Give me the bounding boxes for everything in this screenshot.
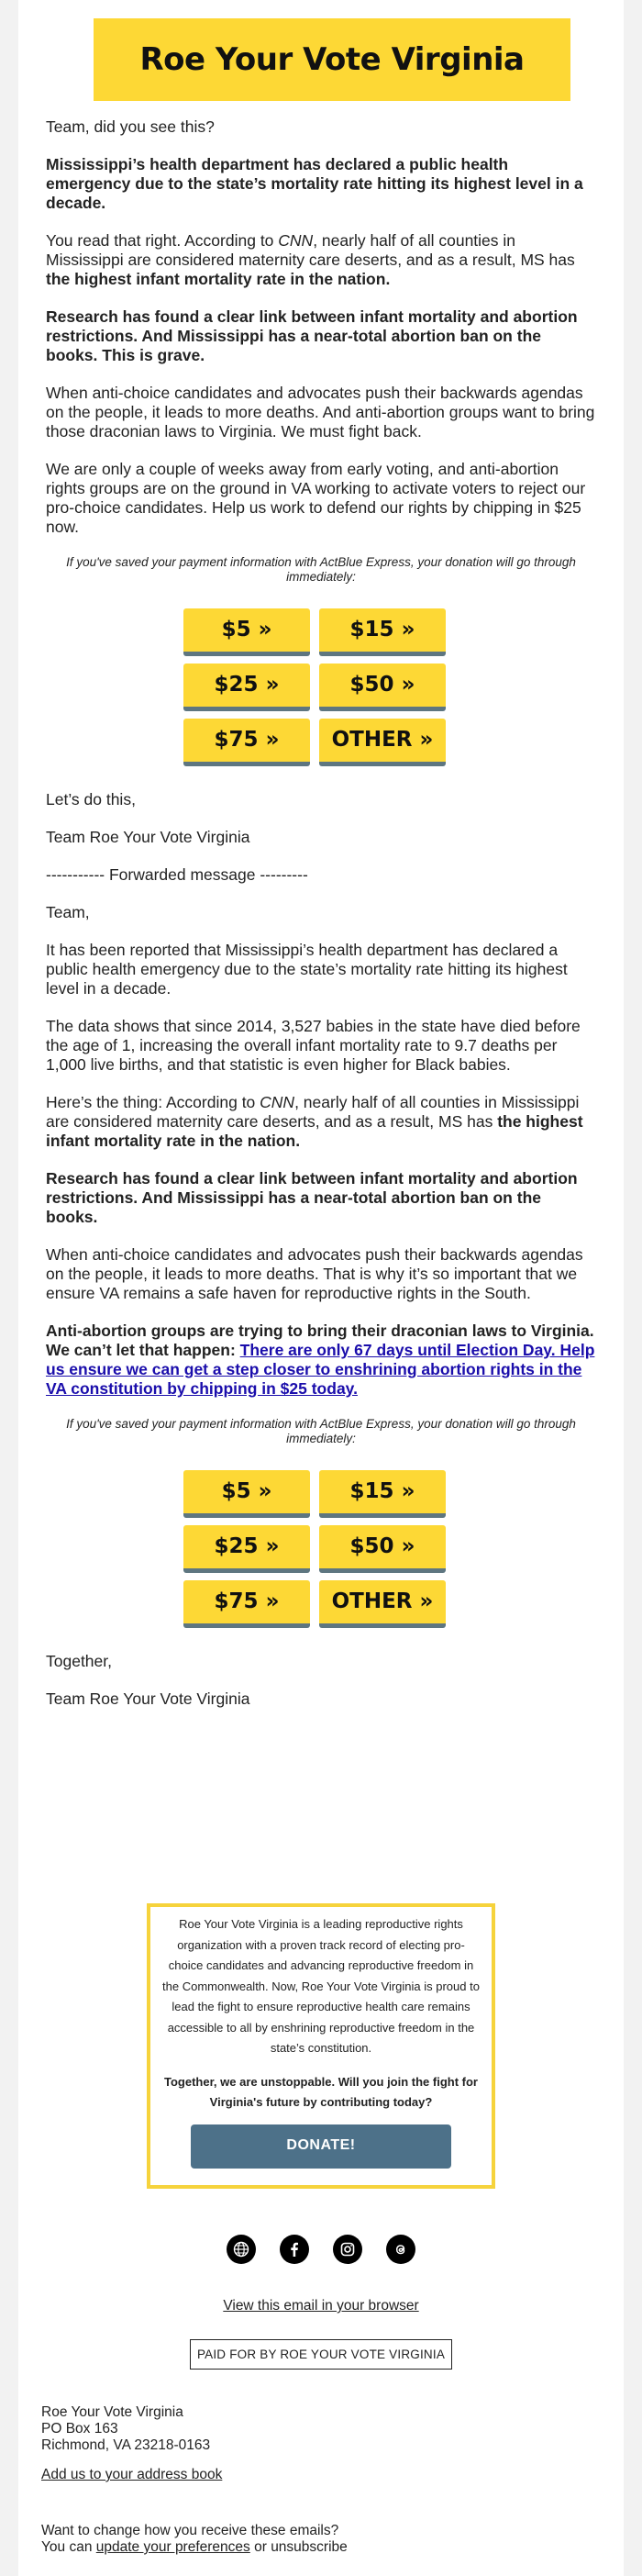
headline: Mississippi’s health department has declared a public health emergency due to the state’s mortality rate hitting its highest level in a decade. <box>46 155 583 212</box>
paragraph: When anti-choice candidates and advocates push their backwards agendas on the people, it leads to more deaths. That is why it’s so important that we ensure VA remains a safe haven for reproductive rights in the South. <box>46 1245 583 1302</box>
donate-75-button[interactable]: $75 » <box>183 719 310 766</box>
paid-for-box: PAID FOR BY ROE YOUR VOTE VIRGINIA <box>190 2339 452 2370</box>
actblue-note: If you've saved your payment information with ActBlue Express, your donation will go through immediately: <box>66 1417 576 1445</box>
donate-15-button[interactable]: $15 » <box>319 608 446 656</box>
donate-50-button[interactable]: $50 » <box>319 664 446 711</box>
about-text: Roe Your Vote Virginia is a leading reproductive rights organization with a proven track record of electing pro-choice candidates and advancing reproductive freedom in the Commonwealth. Now, Roe Your Vote Virginia is proud to lead the fight to ensure reproductive health care remains accessible to all by enshrining reproductive freedom in the state’s constitution. <box>162 1917 480 2055</box>
mailing-address <box>41 2404 210 2454</box>
signoff: Let’s do this, <box>46 790 136 808</box>
about-callout <box>147 1903 495 2189</box>
signature: Team Roe Your Vote Virginia <box>46 1689 250 1708</box>
add-address-book-link[interactable]: Add us to your address book <box>41 2467 223 2482</box>
donate-50-button[interactable]: $50 » <box>319 1525 446 1573</box>
greeting: Team, <box>46 903 90 921</box>
donate-75-button[interactable]: $75 » <box>183 1580 310 1628</box>
paragraph: Here’s the thing: According to CNN, nearly half of all counties in Mississippi are considered maternity care deserts, and as a result, MS has the highest infant mortality rate in the nation. <box>46 1093 583 1150</box>
email-body <box>18 0 624 2576</box>
about-cta: Together, we are unstoppable. Will you join the fight for Virginia's future by contributing today? <box>164 2074 478 2109</box>
donation-amounts <box>183 608 459 766</box>
call-to-action: Anti-abortion groups are trying to bring their draconian laws to Virginia. We can’t let that happen: There are only 67 days until Election Day. Help us ensure we can get a step closer to enshrining abortion rights in the VA constitution by chipping in $25 today. <box>46 1321 595 1398</box>
paragraph: When anti-choice candidates and advocates push their backwards agendas on the people, it leads to more deaths. And anti-abortion groups want to bring those draconian laws to Virginia. We must fight back. <box>46 384 595 440</box>
donate-25-button[interactable]: $25 » <box>183 1525 310 1573</box>
header-banner[interactable] <box>94 18 570 101</box>
email-content <box>46 117 596 1727</box>
donate-other-button[interactable]: OTHER » <box>319 1580 446 1628</box>
social-links <box>18 2235 624 2264</box>
preferences-footer <box>41 2523 348 2556</box>
paragraph: You read that right. According to CNN, nearly half of all counties in Mississippi are considered maternity care deserts, and as a result, MS has the highest infant mortality rate in the nation. <box>46 231 575 288</box>
forwarded-divider: ----------- Forwarded message --------- <box>46 865 308 884</box>
research-paragraph: Research has found a clear link between infant mortality and abortion restrictions. And Mississippi has a near-total abortion ban on the books. <box>46 1169 578 1226</box>
update-preferences-link[interactable]: update your preferences <box>95 2539 250 2555</box>
donation-amounts <box>183 1470 459 1628</box>
po-box: PO Box 163 <box>41 2421 118 2437</box>
preferences-line: You can update your preferences or unsubscribe <box>41 2539 348 2555</box>
donate-15-button[interactable]: $15 » <box>319 1470 446 1518</box>
city-state: Richmond, VA 23218-0163 <box>41 2437 211 2453</box>
facebook-icon[interactable] <box>280 2235 309 2264</box>
org-name: Roe Your Vote Virginia <box>41 2404 183 2420</box>
donate-other-button[interactable]: OTHER » <box>319 719 446 766</box>
globe-icon[interactable] <box>227 2235 256 2264</box>
view-in-browser-link[interactable]: View this email in your browser <box>223 2298 419 2314</box>
donate-25-button[interactable]: $25 » <box>183 664 310 711</box>
donate-5-button[interactable]: $5 » <box>183 1470 310 1518</box>
instagram-icon[interactable] <box>333 2235 362 2264</box>
banner-title: Roe Your Vote Virginia <box>139 41 525 78</box>
actblue-note: If you've saved your payment information with ActBlue Express, your donation will go through immediately: <box>66 555 576 584</box>
paragraph: The data shows that since 2014, 3,527 babies in the state have died before the age of 1, increasing the overall infant mortality rate to 9.7 deaths per 1,000 live births, and that statistic is even higher for Black babies. <box>46 1017 581 1074</box>
research-paragraph: Research has found a clear link between infant mortality and abortion restrictions. And Mississippi has a near-total abortion ban on the books. This is grave. <box>46 307 578 364</box>
paragraph: It has been reported that Mississippi’s health department has declared a public health emergency due to the state’s mortality rate hitting its highest level in a decade. <box>46 941 568 998</box>
donate-link[interactable]: There are only 67 days until Election Day. Help us ensure we can get a step closer to enshrining abortion rights in the VA constitution by chipping in $25 today. <box>46 1341 595 1398</box>
signature: Team Roe Your Vote Virginia <box>46 828 250 846</box>
greeting: Team, did you see this? <box>46 117 215 136</box>
paragraph: We are only a couple of weeks away from early voting, and anti-abortion rights groups are on the ground in VA working to activate voters to reject our pro-choice candidates. Help us work to defend our rights by chipping in $25 now. <box>46 460 586 536</box>
change-question: Want to change how you receive these emails? <box>41 2523 339 2538</box>
donate-button[interactable]: DONATE! <box>191 2124 451 2169</box>
donate-5-button[interactable]: $5 » <box>183 608 310 656</box>
threads-icon[interactable] <box>386 2235 415 2264</box>
view-in-browser <box>18 2298 624 2314</box>
signoff: Together, <box>46 1652 112 1670</box>
